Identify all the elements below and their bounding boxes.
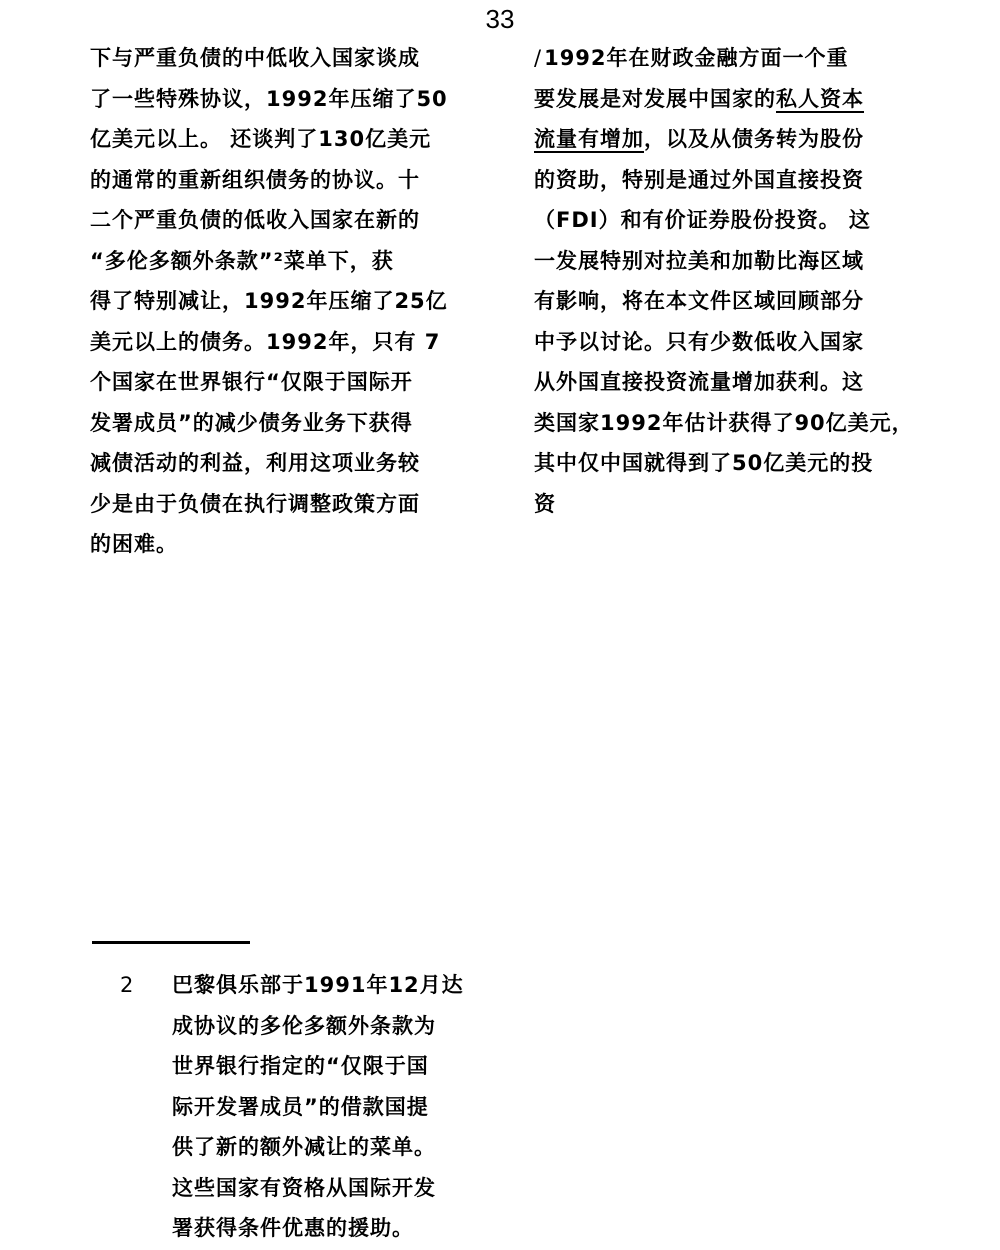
right-column	[534, 38, 934, 524]
line-text: ，以及从债务转为股份	[644, 127, 864, 151]
body-line: 二个严重负债的低收入国家在新的	[90, 208, 420, 232]
footnote-line: 世界银行指定的“仅限于国	[172, 1054, 429, 1078]
body-line: 的通常的重新组织债务的协议。十	[90, 167, 420, 192]
footnote-line: 这些国家有资格从国际开发	[172, 1175, 436, 1200]
body-line: 下与严重负债的中低收入国家谈成	[90, 46, 420, 70]
body-line: 得了特别减让，1992年压缩了25亿	[90, 289, 448, 313]
body-line: “多伦多额外条款”²菜单下，获	[90, 248, 394, 273]
footnote-line: 成协议的多伦多额外条款为	[172, 1013, 436, 1038]
body-line: 一发展特别对拉美和加勒比海区域	[534, 248, 864, 273]
body-line: 了一些特殊协议，1992年压缩了50	[90, 86, 448, 111]
line-text: 1992年在财政金融方面一个重	[544, 46, 849, 70]
underlined-phrase: 私人资本	[776, 86, 864, 111]
body-line: 有影响，将在本文件区域回顾部分	[534, 289, 864, 313]
body-line: 类国家1992年估计获得了90亿美元，	[534, 410, 914, 435]
body-line: 的资助，特别是通过外国直接投资	[534, 167, 864, 192]
footnote-text	[172, 965, 502, 1249]
footnote-number: 2	[120, 973, 135, 997]
body-line: 其中仅中国就得到了50亿美元的投	[534, 451, 874, 475]
body-line	[534, 38, 934, 79]
footnote-line: 供了新的额外减让的菜单。	[172, 1135, 436, 1159]
body-line: 中予以讨论。只有少数低收入国家	[534, 329, 864, 354]
body-line: 个国家在世界银行“仅限于国际开	[90, 370, 413, 394]
body-line: 资	[534, 491, 556, 516]
body-line: 少是由于负债在执行调整政策方面	[90, 491, 420, 516]
body-line: 减债活动的利益，利用这项业务较	[90, 451, 420, 475]
body-line: 的困难。	[90, 532, 178, 556]
footnote-line: 际开发署成员”的借款国提	[172, 1094, 429, 1119]
body-line: 从外国直接投资流量增加获利。这	[534, 370, 864, 394]
underlined-phrase: 流量有增加	[534, 127, 644, 151]
body-line	[534, 119, 934, 160]
page-number: 33	[485, 4, 515, 34]
footnote-line: 巴黎俱乐部于1991年12月达	[172, 973, 464, 997]
body-line: 发署成员”的减少债务业务下获得	[90, 410, 413, 435]
body-line: 亿美元以上。 还谈判了130亿美元	[90, 127, 432, 151]
left-column	[90, 38, 490, 565]
margin-mark: /	[534, 46, 543, 70]
body-line	[534, 79, 934, 120]
footnote-divider	[92, 941, 250, 944]
body-line: 美元以上的债务。1992年，只有 7	[90, 329, 441, 354]
line-text: 要发展是对发展中国家的	[534, 86, 776, 111]
footnote-line: 署获得条件优惠的援助。	[172, 1216, 414, 1240]
body-line: （FDI）和有价证券股份投资。 这	[534, 208, 871, 232]
